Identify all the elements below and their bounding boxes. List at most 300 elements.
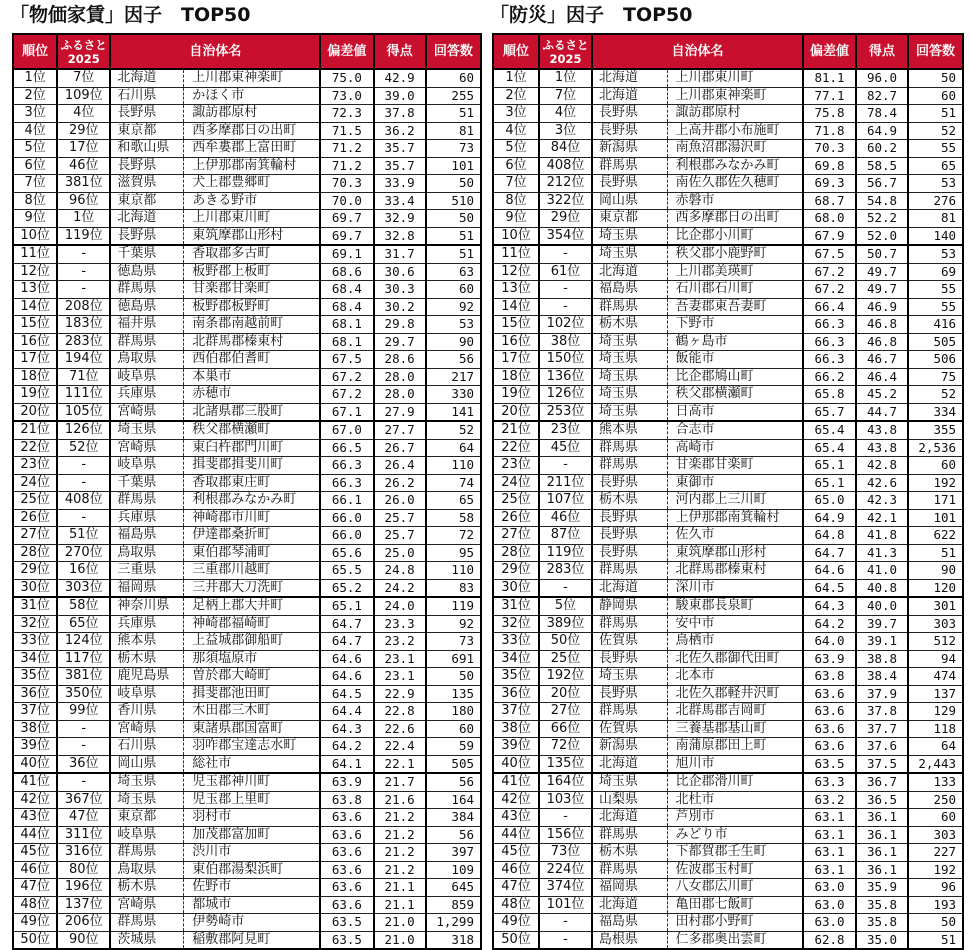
prefecture-cell: 静岡県	[592, 597, 667, 615]
municipality-cell: 北佐久郡軽井沢町	[667, 685, 803, 703]
deviation-cell: 65.6	[320, 544, 373, 562]
furusato-rank-cell: 253位	[539, 403, 592, 421]
table-row	[493, 281, 963, 299]
header-deviation: 偏差値	[803, 34, 856, 69]
table-row	[13, 351, 481, 369]
score-cell: 42.9	[374, 69, 426, 87]
prefecture-cell: 埼玉県	[110, 773, 183, 791]
municipality-cell: 秩父郡横瀬町	[667, 386, 803, 404]
deviation-cell: 67.2	[803, 263, 856, 281]
score-cell: 35.7	[374, 140, 426, 158]
table-row	[493, 615, 963, 633]
deviation-cell: 65.4	[803, 421, 856, 439]
deviation-cell: 63.1	[803, 826, 856, 844]
prefecture-cell: 岡山県	[110, 755, 183, 773]
table-row	[13, 333, 481, 351]
score-cell: 35.9	[856, 879, 908, 897]
prefecture-cell: 群馬県	[592, 826, 667, 844]
municipality-cell: 犬上郡豊郷町	[184, 175, 321, 193]
header-furusato	[539, 34, 592, 69]
rank-cell: 37位	[493, 703, 539, 721]
responses-cell: 65	[908, 157, 963, 175]
rank-cell: 19位	[493, 386, 539, 404]
deviation-cell: 69.3	[803, 175, 856, 193]
rank-cell: 45位	[493, 844, 539, 862]
rank-cell: 42位	[13, 791, 57, 809]
rank-cell: 9位	[13, 210, 57, 228]
municipality-cell: あきる野市	[184, 192, 321, 210]
table-row	[493, 333, 963, 351]
municipality-cell: 那須塩原市	[184, 650, 321, 668]
deviation-cell: 64.6	[803, 562, 856, 580]
score-cell: 36.2	[374, 122, 426, 140]
table-row	[13, 245, 481, 263]
deviation-cell: 68.1	[320, 316, 373, 334]
responses-cell: 53	[908, 245, 963, 263]
municipality-cell: 児玉郡神川町	[184, 773, 321, 791]
score-cell: 46.8	[856, 333, 908, 351]
rank-cell: 1位	[13, 69, 57, 87]
responses-cell: 119	[426, 597, 481, 615]
furusato-rank-cell: -	[539, 809, 592, 827]
rank-cell: 31位	[493, 597, 539, 615]
table-row	[493, 844, 963, 862]
deviation-cell: 75.8	[803, 105, 856, 123]
responses-cell: 171	[908, 492, 963, 510]
score-cell: 36.1	[856, 826, 908, 844]
prefecture-cell: 熊本県	[592, 421, 667, 439]
prefecture-cell: 島根県	[592, 931, 667, 949]
prefecture-cell: 北海道	[592, 896, 667, 914]
score-cell: 28.0	[374, 386, 426, 404]
prefecture-cell: 宮崎県	[110, 403, 183, 421]
responses-cell: 50	[908, 69, 963, 87]
score-cell: 28.6	[374, 351, 426, 369]
furusato-rank-cell: 47位	[57, 809, 110, 827]
deviation-cell: 69.1	[320, 245, 373, 263]
rank-cell: 25位	[13, 492, 57, 510]
deviation-cell: 64.6	[320, 650, 373, 668]
responses-cell: 192	[908, 861, 963, 879]
responses-cell: 506	[908, 351, 963, 369]
rank-cell: 46位	[13, 861, 57, 879]
furusato-rank-cell: 350位	[57, 685, 110, 703]
prefecture-cell: 北海道	[110, 210, 183, 228]
municipality-cell: 加茂郡富加町	[184, 826, 321, 844]
responses-cell: 65	[426, 492, 481, 510]
deviation-cell: 73.0	[320, 87, 373, 105]
furusato-rank-cell: 135位	[539, 755, 592, 773]
responses-cell: 52	[908, 386, 963, 404]
rank-cell: 20位	[493, 403, 539, 421]
score-cell: 30.2	[374, 298, 426, 316]
deviation-cell: 75.0	[320, 69, 373, 87]
score-cell: 29.7	[374, 333, 426, 351]
responses-cell: 110	[426, 457, 481, 475]
deviation-cell: 67.2	[320, 386, 373, 404]
municipality-cell: 秩父郡小鹿野町	[667, 245, 803, 263]
rank-cell: 17位	[493, 351, 539, 369]
municipality-cell: 鳥栖市	[667, 633, 803, 651]
table-row	[13, 122, 481, 140]
table-row	[13, 298, 481, 316]
prefecture-cell: 新潟県	[592, 738, 667, 756]
prefecture-cell: 群馬県	[592, 562, 667, 580]
panel-title: 「防災」因子 TOP50	[490, 4, 693, 26]
deviation-cell: 71.2	[320, 140, 373, 158]
furusato-rank-cell: 29位	[57, 122, 110, 140]
municipality-cell: 北群馬郡吉岡町	[667, 703, 803, 721]
furusato-rank-cell: -	[57, 263, 110, 281]
rank-cell: 44位	[493, 826, 539, 844]
prefecture-cell: 長野県	[592, 509, 667, 527]
rank-cell: 16位	[13, 333, 57, 351]
deviation-cell: 65.5	[320, 562, 373, 580]
score-cell: 23.2	[374, 633, 426, 651]
table-row	[13, 140, 481, 158]
responses-cell: 180	[426, 703, 481, 721]
rank-cell: 49位	[493, 914, 539, 932]
municipality-cell: 北群馬郡榛東村	[184, 333, 321, 351]
deviation-cell: 63.8	[803, 668, 856, 686]
score-cell: 41.8	[856, 527, 908, 545]
table-row	[13, 263, 481, 281]
deviation-cell: 72.3	[320, 105, 373, 123]
deviation-cell: 65.7	[803, 403, 856, 421]
responses-cell: 859	[426, 896, 481, 914]
header-furusato-year: 2025	[549, 51, 582, 66]
municipality-cell: 利根郡みなかみ町	[667, 157, 803, 175]
municipality-cell: 比企郡小川町	[667, 227, 803, 245]
score-cell: 49.7	[856, 263, 908, 281]
municipality-cell: 上川郡東神楽町	[184, 69, 321, 87]
furusato-rank-cell: 137位	[57, 896, 110, 914]
deviation-cell: 66.2	[803, 368, 856, 386]
prefecture-cell: 宮崎県	[110, 720, 183, 738]
rank-cell: 46位	[493, 861, 539, 879]
score-cell: 24.2	[374, 579, 426, 597]
rank-cell: 35位	[13, 668, 57, 686]
table-row	[13, 157, 481, 175]
municipality-cell: 合志市	[667, 421, 803, 439]
ranking-table	[492, 33, 964, 950]
furusato-rank-cell: 196位	[57, 879, 110, 897]
prefecture-cell: 長野県	[592, 175, 667, 193]
furusato-rank-cell: 270位	[57, 544, 110, 562]
rank-cell: 5位	[493, 140, 539, 158]
municipality-cell: 西伯郡伯耆町	[184, 351, 321, 369]
table-row	[493, 668, 963, 686]
municipality-cell: 東筑摩郡山形村	[184, 227, 321, 245]
responses-cell: 2,536	[908, 439, 963, 457]
municipality-cell: 利根郡みなかみ町	[184, 492, 321, 510]
deviation-cell: 63.6	[320, 844, 373, 862]
deviation-cell: 66.4	[803, 298, 856, 316]
table-row	[493, 69, 963, 87]
deviation-cell: 64.3	[320, 720, 373, 738]
table-row	[493, 597, 963, 615]
municipality-cell: 上川郡東神楽町	[667, 87, 803, 105]
deviation-cell: 64.2	[320, 738, 373, 756]
deviation-cell: 70.3	[803, 140, 856, 158]
responses-cell: 645	[426, 879, 481, 897]
responses-cell: 96	[908, 879, 963, 897]
furusato-rank-cell: 192位	[539, 668, 592, 686]
prefecture-cell: 岐阜県	[110, 368, 183, 386]
table-row	[493, 421, 963, 439]
score-cell: 39.0	[374, 87, 426, 105]
deviation-cell: 71.2	[320, 157, 373, 175]
furusato-rank-cell: 156位	[539, 826, 592, 844]
prefecture-cell: 群馬県	[110, 914, 183, 932]
deviation-cell: 67.0	[320, 421, 373, 439]
responses-cell: 474	[908, 668, 963, 686]
table-row	[13, 826, 481, 844]
header-municipality: 自治体名	[592, 34, 803, 69]
deviation-cell: 66.3	[803, 316, 856, 334]
furusato-rank-cell: -	[539, 579, 592, 597]
table-row	[13, 597, 481, 615]
responses-cell: 118	[908, 720, 963, 738]
header-rank: 順位	[493, 34, 539, 69]
responses-cell: 50	[426, 668, 481, 686]
rank-cell: 38位	[493, 720, 539, 738]
prefecture-cell: 北海道	[592, 809, 667, 827]
score-cell: 40.8	[856, 579, 908, 597]
prefecture-cell: 群馬県	[110, 281, 183, 299]
furusato-rank-cell: 381位	[57, 175, 110, 193]
furusato-rank-cell: 212位	[539, 175, 592, 193]
score-cell: 37.8	[374, 105, 426, 123]
responses-cell: 334	[908, 403, 963, 421]
municipality-cell: 赤磐市	[667, 192, 803, 210]
municipality-cell: 三重郡川越町	[184, 562, 321, 580]
score-cell: 36.5	[856, 791, 908, 809]
municipality-cell: 上川郡美瑛町	[667, 263, 803, 281]
furusato-rank-cell: 283位	[539, 562, 592, 580]
score-cell: 50.7	[856, 245, 908, 263]
prefecture-cell: 埼玉県	[592, 403, 667, 421]
deviation-cell: 64.6	[320, 668, 373, 686]
furusato-rank-cell: 101位	[539, 896, 592, 914]
furusato-rank-cell: 164位	[539, 773, 592, 791]
score-cell: 32.9	[374, 210, 426, 228]
municipality-cell: 佐野市	[184, 879, 321, 897]
score-cell: 60.2	[856, 140, 908, 158]
responses-cell: 59	[426, 738, 481, 756]
prefecture-cell: 群馬県	[592, 157, 667, 175]
furusato-rank-cell: -	[57, 773, 110, 791]
municipality-cell: 深川市	[667, 579, 803, 597]
score-cell: 37.9	[856, 685, 908, 703]
header-score: 得点	[374, 34, 426, 69]
prefecture-cell: 北海道	[110, 69, 183, 87]
deviation-cell: 69.7	[320, 210, 373, 228]
prefecture-cell: 和歌山県	[110, 140, 183, 158]
deviation-cell: 67.5	[803, 245, 856, 263]
rank-cell: 33位	[13, 633, 57, 651]
table-row	[493, 245, 963, 263]
score-cell: 37.8	[856, 703, 908, 721]
rank-cell: 3位	[493, 105, 539, 123]
furusato-rank-cell: 29位	[539, 210, 592, 228]
furusato-rank-cell: 87位	[539, 527, 592, 545]
prefecture-cell: 福岡県	[592, 879, 667, 897]
score-cell: 21.2	[374, 844, 426, 862]
table-row	[493, 368, 963, 386]
rank-cell: 7位	[493, 175, 539, 193]
table-row	[493, 527, 963, 545]
responses-cell: 133	[908, 773, 963, 791]
furusato-rank-cell: -	[57, 720, 110, 738]
municipality-cell: 田村郡小野町	[667, 914, 803, 932]
prefecture-cell: 千葉県	[110, 474, 183, 492]
table-row	[493, 316, 963, 334]
table-row	[13, 527, 481, 545]
municipality-cell: 比企郡滑川町	[667, 773, 803, 791]
rank-cell: 42位	[493, 791, 539, 809]
prefecture-cell: 群馬県	[592, 439, 667, 457]
municipality-cell: 諏訪郡原村	[184, 105, 321, 123]
responses-cell: 95	[426, 544, 481, 562]
table-row	[493, 738, 963, 756]
rank-cell: 23位	[493, 457, 539, 475]
table-row	[13, 738, 481, 756]
score-cell: 37.5	[856, 755, 908, 773]
prefecture-cell: 石川県	[110, 87, 183, 105]
score-cell: 41.0	[856, 562, 908, 580]
prefecture-cell: 群馬県	[110, 333, 183, 351]
prefecture-cell: 茨城県	[110, 931, 183, 949]
responses-cell: 53	[908, 175, 963, 193]
responses-cell: 1,299	[426, 914, 481, 932]
prefecture-cell: 千葉県	[110, 245, 183, 263]
furusato-rank-cell: 105位	[57, 403, 110, 421]
responses-cell: 192	[908, 474, 963, 492]
responses-cell: 255	[426, 87, 481, 105]
deviation-cell: 63.1	[803, 861, 856, 879]
table-row	[13, 861, 481, 879]
table-row	[493, 175, 963, 193]
rank-cell: 38位	[13, 720, 57, 738]
table-row	[13, 650, 481, 668]
rank-cell: 22位	[13, 439, 57, 457]
prefecture-cell: 栃木県	[592, 316, 667, 334]
municipality-cell: 上川郡東川町	[667, 69, 803, 87]
score-cell: 49.7	[856, 281, 908, 299]
responses-cell: 397	[426, 844, 481, 862]
responses-cell: 72	[426, 527, 481, 545]
furusato-rank-cell: -	[57, 457, 110, 475]
deviation-cell: 69.7	[320, 227, 373, 245]
prefecture-cell: 東京都	[110, 122, 183, 140]
municipality-cell: 南魚沼郡湯沢町	[667, 140, 803, 158]
score-cell: 45.2	[856, 386, 908, 404]
responses-cell: 73	[426, 633, 481, 651]
responses-cell: 512	[908, 633, 963, 651]
score-cell: 36.7	[856, 773, 908, 791]
furusato-rank-cell: 5位	[539, 597, 592, 615]
municipality-cell: 足柄上郡大井町	[184, 597, 321, 615]
municipality-cell: 鶴ヶ島市	[667, 333, 803, 351]
table-row	[13, 615, 481, 633]
deviation-cell: 71.5	[320, 122, 373, 140]
deviation-cell: 68.4	[320, 298, 373, 316]
prefecture-cell: 群馬県	[592, 703, 667, 721]
prefecture-cell: 埼玉県	[592, 227, 667, 245]
deviation-cell: 63.6	[803, 720, 856, 738]
prefecture-cell: 群馬県	[592, 457, 667, 475]
table-row	[13, 633, 481, 651]
responses-cell: 69	[908, 263, 963, 281]
table-row	[493, 157, 963, 175]
rank-cell: 15位	[493, 316, 539, 334]
rank-cell: 40位	[493, 755, 539, 773]
prefecture-cell: 三重県	[110, 562, 183, 580]
municipality-cell: 芦別市	[667, 809, 803, 827]
table-row	[13, 227, 481, 245]
responses-cell: 60	[908, 457, 963, 475]
prefecture-cell: 東京都	[110, 192, 183, 210]
prefecture-cell: 北海道	[592, 69, 667, 87]
municipality-cell: 東御市	[667, 474, 803, 492]
rank-cell: 25位	[493, 492, 539, 510]
responses-cell: 92	[426, 298, 481, 316]
rank-cell: 37位	[13, 703, 57, 721]
table-row	[13, 421, 481, 439]
table-row	[493, 140, 963, 158]
furusato-rank-cell: 50位	[539, 633, 592, 651]
deviation-cell: 63.6	[320, 826, 373, 844]
prefecture-cell: 埼玉県	[110, 791, 183, 809]
municipality-cell: 赤穂市	[184, 386, 321, 404]
responses-cell: 51	[426, 105, 481, 123]
municipality-cell: 下都賀郡壬生町	[667, 844, 803, 862]
deviation-cell: 63.0	[803, 879, 856, 897]
rank-cell: 34位	[493, 650, 539, 668]
furusato-rank-cell: 4位	[539, 105, 592, 123]
deviation-cell: 63.6	[320, 861, 373, 879]
score-cell: 22.1	[374, 755, 426, 773]
municipality-cell: 上益城郡御船町	[184, 633, 321, 651]
furusato-rank-cell: 65位	[57, 615, 110, 633]
municipality-cell: 羽咋郡宝達志水町	[184, 738, 321, 756]
responses-cell: 81	[426, 122, 481, 140]
municipality-cell: 亀田郡七飯町	[667, 896, 803, 914]
responses-cell: 140	[908, 227, 963, 245]
table-row	[493, 914, 963, 932]
responses-cell: 56	[426, 351, 481, 369]
prefecture-cell: 福井県	[110, 316, 183, 334]
score-cell: 21.0	[374, 931, 426, 949]
municipality-cell: 吾妻郡東吾妻町	[667, 298, 803, 316]
responses-cell: 51	[908, 105, 963, 123]
table-row	[493, 826, 963, 844]
rank-cell: 36位	[13, 685, 57, 703]
table-row	[13, 509, 481, 527]
deviation-cell: 65.4	[803, 439, 856, 457]
rank-cell: 33位	[493, 633, 539, 651]
deviation-cell: 63.6	[320, 809, 373, 827]
rank-cell: 19位	[13, 386, 57, 404]
municipality-cell: 佐久市	[667, 527, 803, 545]
score-cell: 42.1	[856, 509, 908, 527]
score-cell: 33.4	[374, 192, 426, 210]
prefecture-cell: 群馬県	[592, 298, 667, 316]
municipality-cell: 甘楽郡甘楽町	[184, 281, 321, 299]
panel-title: 「物価家賃」因子 TOP50	[10, 4, 251, 26]
table-row	[13, 755, 481, 773]
